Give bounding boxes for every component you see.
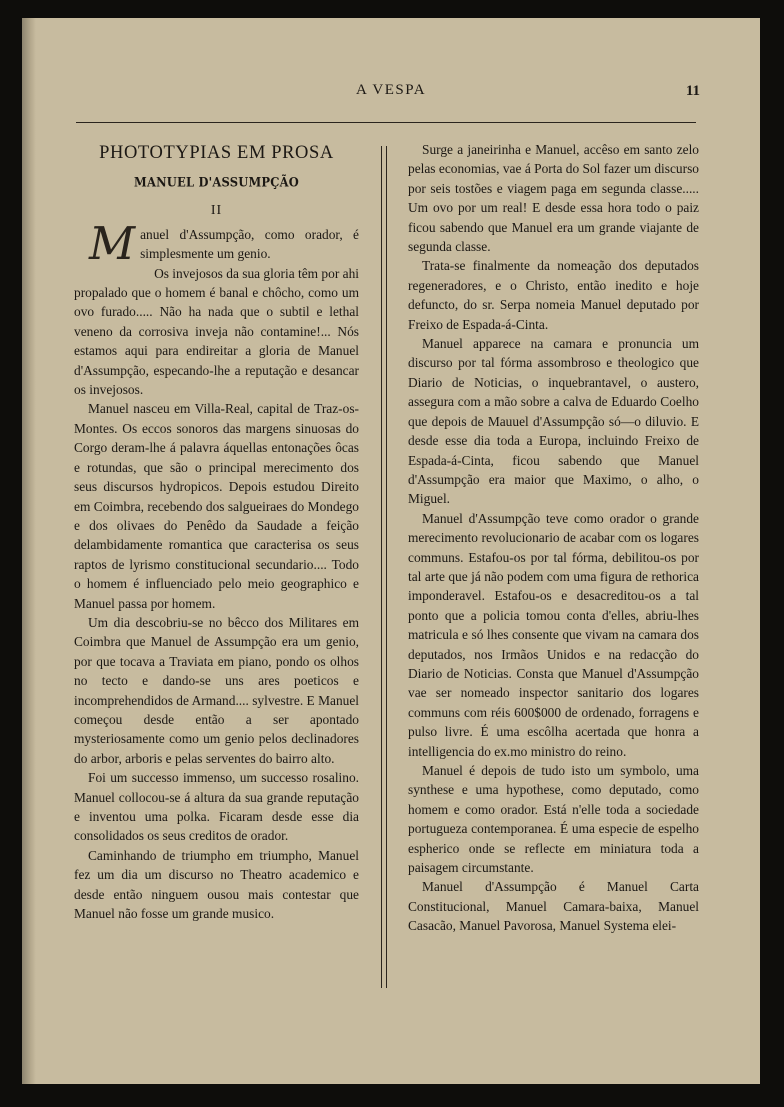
paragraph: Trata-se finalmente da nomeação dos deputados regeneradores, e o Christo, então inedito e hoje defuncto, do sr. Serpa nomeia Manuel deputado por Freixo de Espada-á-Cinta.	[408, 258, 699, 332]
article-author: MANUEL D'ASSUMPÇÃO	[134, 173, 299, 190]
paragraph: Surge a janeirinha e Manuel, accêso em santo zelo pelas economias, vae á Porta do Sol fazer um discurso por seis tostões e viagem paga em segunda classe..... Um ovo por um real! E desde essa hora todo o paiz ficou sabendo que Manuel era um grande viajante de segunda classe.	[408, 142, 699, 255]
paragraph: Manuel nasceu em Villa-Real, capital de Traz-os-Montes. Os eccos sonoros das margens sinuosas do Corgo deram-lhe á palavra áquellas entonações ôcas e rotundas, que são o principal merecimento dos seus discursos hydropicos. Depois estudou Direito em Coimbra, recebendo dos salgueiraes do Mondego e dos olivaes do Penêdo da Saudade a feição delambidamente romantica que caracterisa os seus raptos de lyrismo constitucional secundario.... Todo o homem é influenciado pelo meio geographico e Manuel passa por homem.	[74, 401, 359, 611]
paragraph	[74, 216, 359, 270]
left-column	[74, 140, 359, 923]
section-number: II	[210, 203, 223, 219]
paragraph: Manuel apparece na camara e pronuncia um discurso por tal fórma assombroso e theologico que Diario de Noticias, o inquebrantavel, o austero, assegura com a mão sobre a calva de Eduardo Coelho que depois de Mauuel d'Assumpção só—o diluvio. E desde esse dia toda a Europa, incluindo Freixo de Espada-á-Cinta, ficou sabendo que Manuel d'Assumpção era maior que Maximo, o alho, o Miguel.	[408, 336, 699, 507]
paragraph: Caminhando de triumpho em triumpho, Manuel fez um dia um discurso no Theatro academico e desde então ninguem ousou mais contestar que Manuel não fosse um grande musico.	[74, 847, 359, 922]
page-binding-shadow	[22, 18, 36, 1084]
page-number: 11	[685, 83, 700, 99]
newspaper-page	[22, 18, 760, 1084]
running-title: A VESPA	[355, 82, 427, 98]
paragraph: Foi um successo immenso, um successo rosalino. Manuel collocou-se á altura da sua grande reputação e inventou uma polka. Ficaram desde esse dia consolidados os seus creditos de orador.	[74, 770, 359, 844]
header-rule	[76, 122, 696, 123]
right-column	[408, 140, 699, 936]
column-divider	[381, 146, 387, 988]
paragraph-text: anuel d'Assumpção, como orador, é simplesmente um genio.	[140, 226, 359, 262]
paragraph: Um dia descobriu-se no bêcco dos Militares em Coimbra que Manuel de Assumpção era um genio, por que tocava a Traviata em piano, pondo os olhos no tecto e dando-se uns ares poeticos e incomprehendidos de Armand.... sylvestre. E Manuel começou desde então a ser apontado mysteriosamente como um genio pelos declinadores do arbor, arboris e pelas serventes do bairro alto.	[74, 614, 359, 766]
paragraph: Manuel d'Assumpção teve como orador o grande merecimento revolucionario de acabar com os logares communs. Estafou-os por tal fórma, debilitou-os por tal arte que já não podem com uma figura de rethorica imponderavel. Estafou-os e desacreditou-os a tal ponto que a policia tomou conta d'elles, abriu-lhes matricula e só lhes consente que vivam na camara dos deputados, nos Irmãos Unidos e na redacção do Diario de Noticias. Consta que Manuel d'Assumpção vae ser nomeado inspector sanitario dos logares communs com réis 600$000 de ordenado, forragens e pulso livre. É uma escôlha acertada que honra a intelligencia do ex.mo ministro do reino.	[408, 510, 699, 759]
article-title: PHOTOTYPIAS EM PROSA	[99, 143, 334, 163]
paragraph: Manuel d'Assumpção é Manuel Carta Constitucional, Manuel Camara-baixa, Manuel Casacão, Manuel Pavorosa, Manuel Systema elei-	[408, 879, 699, 934]
paragraph: Manuel é depois de tudo isto um symbolo, uma synthese e uma hypothese, como deputado, como homem e como orador. Está n'elle toda a sociedade portugueza contemporanea. É uma especie de espelho espherico onde se reflecte em miniatura toda a paisagem circumstante.	[408, 763, 699, 876]
paragraph: Os invejosos da sua gloria têm por ahi propalado que o homem é banal e chôcho, como um ovo furado..... Não ha nada que o subtil e lethal veneno da corrosiva inveja não contamine!... Nós estamos aqui para endireitar a gloria de Manuel d'Assumpção, especando-lhe a reputação e desancar os invejosos.	[74, 265, 359, 398]
dropcap-letter: M	[89, 216, 136, 270]
